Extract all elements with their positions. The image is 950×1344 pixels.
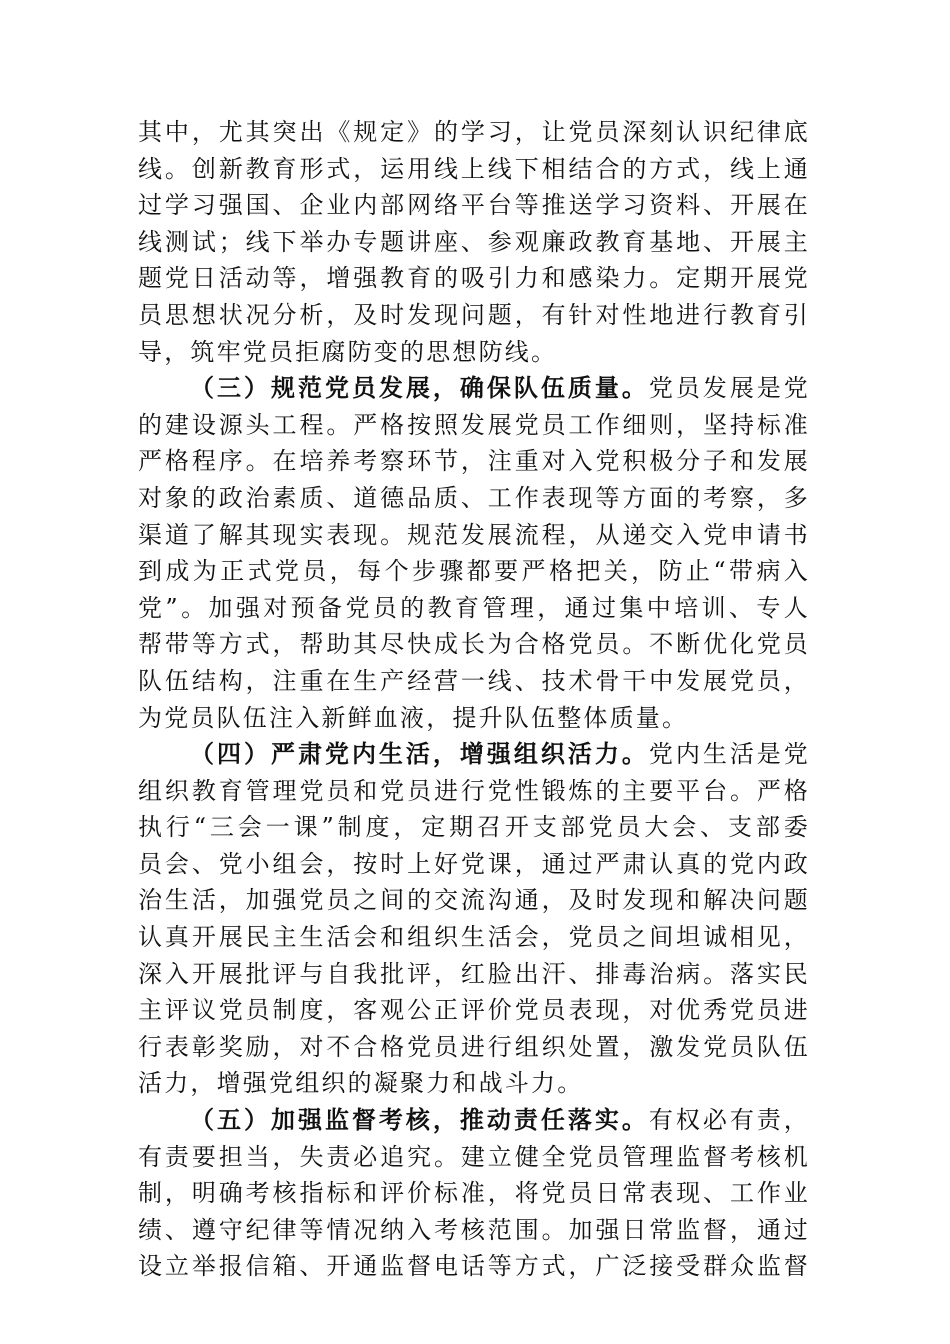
body-line: 行表彰奖励，对不合格党员进行组织处置，激发党员队伍 xyxy=(138,1032,810,1061)
body-line: 认真开展民主生活会和组织生活会，党员之间坦诚相见， xyxy=(138,923,810,952)
body-line: 到成为正式党员，每个步骤都要严格把关，防止“带病入 xyxy=(138,557,810,586)
body-line: 党”。加强对预备党员的教育管理，通过集中培训、专人 xyxy=(138,593,810,622)
body-line: 线。创新教育形式，运用线上线下相结合的方式，线上通 xyxy=(138,154,810,183)
body-line: 帮带等方式，帮助其尽快成长为合格党员。不断优化党员 xyxy=(138,630,810,659)
section-heading: （三）规范党员发展，确保队伍质量。 xyxy=(190,374,649,403)
body-line: 员思想状况分析，及时发现问题，有针对性地进行教育引 xyxy=(138,300,810,329)
body-line: 队伍结构，注重在生产经营一线、技术骨干中发展党员， xyxy=(138,666,810,695)
body-line: 导，筑牢党员拒腐防变的思想防线。 xyxy=(138,337,558,366)
body-line: 的建设源头工程。严格按照发展党员工作细则，坚持标准 xyxy=(138,410,810,439)
body-line: 为党员队伍注入新鲜血液，提升队伍整体质量。 xyxy=(138,703,689,732)
body-line: 制，明确考核指标和评价标准，将党员日常表现、工作业 xyxy=(138,1179,810,1208)
section-heading: （五）加强监督考核，推动责任落实。 xyxy=(190,1106,649,1135)
body-line: 治生活，加强党员之间的交流沟通，及时发现和解决问题 xyxy=(138,886,810,915)
body-line: 员会、党小组会，按时上好党课，通过严肃认真的党内政 xyxy=(138,849,810,878)
section-first-text: 党员发展是党 xyxy=(648,374,810,403)
document-body xyxy=(138,114,810,1285)
body-line: 对象的政治素质、道德品质、工作表现等方面的考察，多 xyxy=(138,483,810,512)
body-line: 主评议党员制度，客观公正评价党员表现，对优秀党员进 xyxy=(138,996,810,1025)
body-line: 严格程序。在培养考察环节，注重对入党积极分子和发展 xyxy=(138,447,810,476)
body-line: 设立举报信箱、开通监督电话等方式，广泛接受群众监督 xyxy=(138,1252,810,1281)
body-line: 线测试；线下举办专题讲座、参观廉政教育基地、开展主 xyxy=(138,227,810,256)
section-first-line xyxy=(138,736,810,773)
section-first-line xyxy=(138,1102,810,1139)
body-line: 题党日活动等，增强教育的吸引力和感染力。定期开展党 xyxy=(138,264,810,293)
body-line: 其中，尤其突出《规定》的学习，让党员深刻认识纪律底 xyxy=(138,118,810,146)
section-first-line xyxy=(138,370,810,407)
body-line: 绩、遵守纪律等情况纳入考核范围。加强日常监督，通过 xyxy=(138,1215,810,1244)
section-first-text: 党内生活是党 xyxy=(648,740,810,769)
body-line: 组织教育管理党员和党员进行党性锻炼的主要平台。严格 xyxy=(138,776,810,805)
body-line: 有责要担当，失责必追究。建立健全党员管理监督考核机 xyxy=(138,1142,810,1171)
body-line: 活力，增强党组织的凝聚力和战斗力。 xyxy=(138,1069,584,1098)
body-line: 过学习强国、企业内部网络平台等推送学习资料、开展在 xyxy=(138,191,810,220)
section-first-text: 有权必有责， xyxy=(648,1106,810,1135)
body-line: 渠道了解其现实表现。规范发展流程，从递交入党申请书 xyxy=(138,520,810,549)
body-line: 执行“三会一课”制度，定期召开支部党员大会、支部委 xyxy=(138,813,810,842)
section-heading: （四）严肃党内生活，增强组织活力。 xyxy=(190,740,649,769)
body-line: 深入开展批评与自我批评，红脸出汗、排毒治病。落实民 xyxy=(138,959,810,988)
